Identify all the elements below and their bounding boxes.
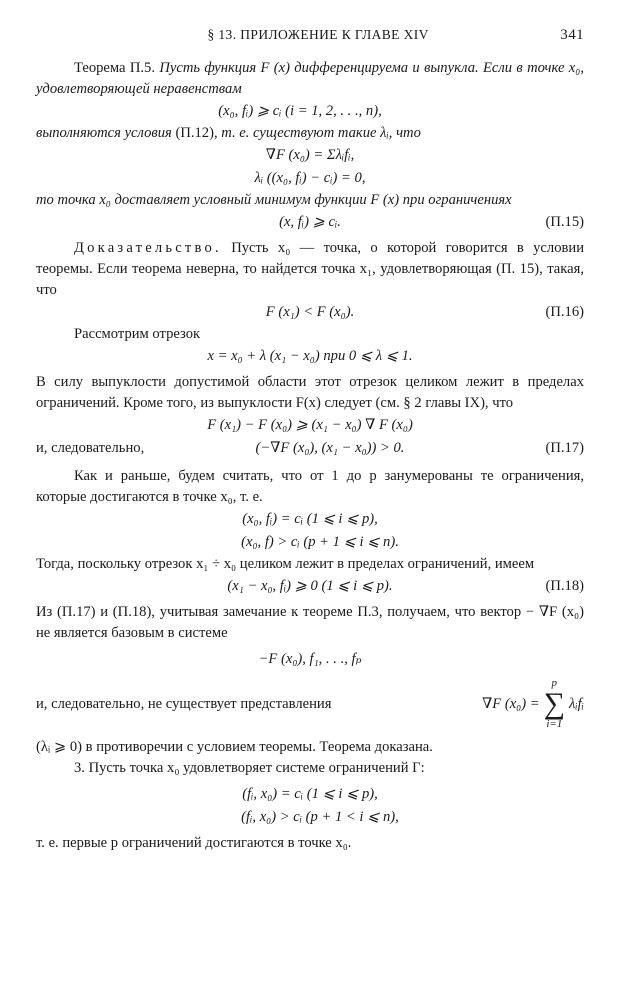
proof-paragraph-5: Как и раньше, будем считать, что от 1 до p занумерованы те ограничения, которые достигаются в точке x₀, т. е. bbox=[36, 468, 584, 505]
equation-tag: (П.18) bbox=[545, 578, 584, 594]
representation-line bbox=[36, 671, 584, 737]
proof-paragraph-1: Доказательство. Пусть x₀ — точка, о которой говорится в условии теоремы. Если теорема неверна, то найдется точка x₁, удовлетворяющая (П. 15), такая, что bbox=[36, 240, 585, 298]
formula-2: ∇F (x₀) = Σλᵢfᵢ, bbox=[265, 147, 355, 163]
item3-conclusion: т. е. первые p ограничений достигаются в точке x₀. bbox=[36, 835, 352, 851]
formula-active-constraints: (x₀, fᵢ) = cᵢ (1 ⩽ i ⩽ p), bbox=[242, 511, 378, 527]
page-number: 341 bbox=[560, 27, 584, 43]
equation-tag: (П.16) bbox=[545, 304, 584, 320]
equation-tag: (П.15) bbox=[545, 214, 584, 230]
proof-paragraph-2: Рассмотрим отрезок bbox=[74, 326, 201, 342]
proof-paragraph-3: В силу выпуклости допустимой области этот отрезок целиком лежит в пределах ограничений. Кроме того, из выпуклости F(x) следует (см. § 2 главы IX), что bbox=[36, 374, 584, 411]
page bbox=[36, 24, 584, 854]
formula-segment: x = x₀ + λ (x₁ − x₀) при 0 ⩽ λ ⩽ 1. bbox=[207, 348, 413, 364]
formula-representation: ∇F (x₀) = p ∑ i=1 λᵢfᵢ bbox=[482, 677, 584, 730]
header-title: § 13. ПРИЛОЖЕНИЕ К ГЛАВЕ XIV bbox=[207, 27, 429, 42]
theorem-statement bbox=[36, 58, 584, 100]
equation-tag: (П.17) bbox=[545, 440, 584, 456]
proof-paragraph-6: Тогда, поскольку отрезок x₁ ÷ x₀ целиком лежит в пределах ограничений, имеем bbox=[36, 556, 535, 572]
formula-p17: и, следовательно, (−∇F (x₀), (x₁ − x₀)) > 0. (П.17) bbox=[36, 437, 584, 460]
theorem-text-1: Пусть функция F (x) дифференцируема и выпукла. Если в точке x₀, удовлетворяющей неравенствам bbox=[36, 60, 584, 97]
formula-gamma-inactive: (fᵢ, x₀) > cᵢ (p + 1 < i ⩽ n), bbox=[241, 809, 399, 825]
theorem-label: Теорема П.5. bbox=[74, 60, 155, 76]
formula-gamma-active: (fᵢ, x₀) = cᵢ (1 ⩽ i ⩽ p), bbox=[242, 786, 378, 802]
proof-paragraph-7: Из (П.17) и (П.18), учитывая замечание к теореме П.3, получаем, что вектор − ∇F (x₀) не является базовым в системе bbox=[36, 604, 584, 641]
formula-p16: F (x₁) < F (x₀). (П.16) bbox=[36, 301, 584, 324]
proof-paragraph-8: и, следовательно, не существует представления bbox=[36, 695, 332, 712]
formula-convexity: F (x₁) − F (x₀) ⩾ (x₁ − x₀) ∇ F (x₀) bbox=[207, 417, 413, 433]
item3-paragraph: 3. Пусть точка x₀ удовлетворяет системе ограничений Γ: bbox=[74, 760, 425, 776]
formula-1: (x₀, fᵢ) ⩾ cᵢ (i = 1, 2, . . ., n), bbox=[218, 103, 382, 119]
formula-3: λᵢ ((x₀, fᵢ) − cᵢ) = 0, bbox=[254, 170, 366, 186]
formula-system: −F (x₀), f₁, . . ., fₚ bbox=[258, 651, 362, 667]
proof-conclusion: (λᵢ ⩾ 0) в противоречии с условием теоремы. Теорема доказана. bbox=[36, 739, 433, 755]
formula-p15: (x, fᵢ) ⩾ cᵢ. (П.15) bbox=[36, 211, 584, 234]
theorem-text-3: то точка x₀ доставляет условный минимум функции F (x) при ограничениях bbox=[36, 192, 512, 208]
theorem-text-2: выполняются условия (П.12), т. е. существуют такие λᵢ, что bbox=[36, 125, 421, 141]
formula-inactive-constraints: (x₀, f) > cᵢ (p + 1 ⩽ i ⩽ n). bbox=[241, 534, 399, 550]
running-header bbox=[36, 24, 584, 48]
formula-p18: (x₁ − x₀, fᵢ) ⩾ 0 (1 ⩽ i ⩽ p). (П.18) bbox=[36, 575, 584, 598]
summation-sign: p ∑ i=1 bbox=[543, 677, 565, 730]
proof-word: Доказательство. bbox=[74, 240, 222, 256]
